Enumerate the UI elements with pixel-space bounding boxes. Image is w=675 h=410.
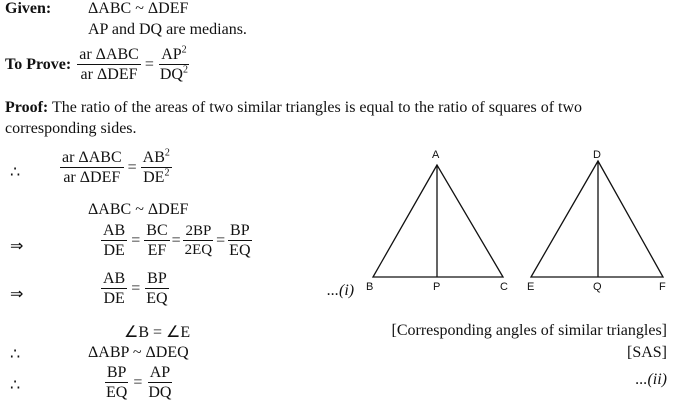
triangle-def (531, 161, 663, 277)
triangles-figure (360, 145, 675, 295)
to-prove-label: To Prove: (5, 55, 72, 73)
triangle-abc (373, 165, 503, 277)
step5-angles: ∠B = ∠E (124, 324, 191, 341)
point-q-label: Q (593, 281, 602, 293)
to-prove-lhs: $\frac{\text{ar ΔABC}}{\text{ar ΔDEF}}$ (79, 46, 139, 83)
therefore-symbol: ∴ (10, 164, 21, 181)
to-prove-statement: To Prove: $\frac{\text{ar ΔABC}}{\text{ar ΔDEF}}$ = $\frac{AP^2}{DQ^2}$ (5, 44, 188, 83)
step2-similarity: ΔABC ~ ΔDEF (88, 201, 189, 218)
vertex-f-label: F (659, 281, 666, 293)
therefore-symbol: ∴ (10, 346, 21, 363)
implies-symbol: ⇒ (10, 238, 24, 255)
vertex-d-label: D (593, 149, 601, 161)
step3-equation: $\frac{AB}{DE}$ = $\frac{BC}{EF}$ = $\frac{2BP}{2EQ}$ = $\frac{BP}{EQ}$ (103, 222, 251, 259)
given-medians: AP and DQ are medians. (88, 21, 247, 38)
vertex-b-label: B (366, 281, 374, 293)
proof-label: Proof: (5, 99, 49, 116)
proof-text-line1: Proof: The ratio of the areas of two similar triangles is equal to the ratio of squares of two (5, 99, 583, 116)
vertex-a-label: A (432, 149, 440, 161)
vertex-c-label: C (500, 281, 508, 293)
step6-similarity: ΔABP ~ ΔDEQ (88, 344, 189, 361)
therefore-symbol: ∴ (10, 377, 21, 394)
ref-ii: ...(ii) (635, 371, 667, 388)
vertex-e-label: E (527, 281, 535, 293)
step5-reason: [Corresponding angles of similar triangles] (391, 322, 667, 339)
ref-i: ...(i) (327, 282, 355, 299)
point-p-label: P (433, 281, 441, 293)
given-label: Given: (5, 0, 52, 17)
given-similarity: ΔABC ~ ΔDEF (88, 0, 189, 17)
proof-text-line2: corresponding sides. (5, 120, 137, 137)
implies-symbol: ⇒ (10, 286, 24, 303)
to-prove-rhs: $\frac{AP^2}{DQ^2}$ (159, 44, 188, 83)
step4-equation: $\frac{AB}{DE}$ = $\frac{BP}{EQ}$ (103, 270, 168, 307)
step6-reason: [SAS] (626, 344, 667, 361)
step1-equation: $\frac{\text{ar ΔABC}}{\text{ar ΔDEF}}$ = $\frac{AB^2}{DE^2}$ (62, 147, 170, 186)
step7-equation: $\frac{BP}{EQ}$ = $\frac{AP}{DQ}$ (106, 364, 172, 401)
